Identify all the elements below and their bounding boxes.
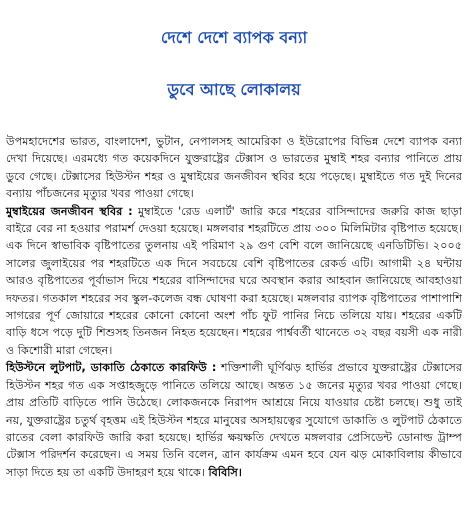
source-credit: বিবিসি।: [208, 465, 242, 479]
article-intro: [6, 133, 462, 203]
headline-line-1: দেশে দেশে ব্যাপক বন্যা: [160, 28, 308, 47]
section-text-houston: শক্তিশালী ঘূর্ণিঝড় হার্ভির প্রভাবে যুক্তরাষ্ট্রের টেক্সাসের হিউস্টন শহর গত এক সপ্তাহজুড়ে পানিতে তলিয়ে আছে। অন্তত ১৫ জনের মৃত্যুর খবর পাওয়া গেছে। প্রায় প্রতিটি বাড়িতে পানি উঠেছে। লোকজনকে নিরাপদ আশ্রয়ে নিয়ে যাওয়ার চেষ্টা চলছে। শুধু তাই নয়, যুক্তরাষ্ট্রের চতুর্থ বৃহত্তম এই হিউস্টন শহরে মানুষের অসহায়ত্বের সুযোগে ডাকাতি ও লুটপাট ঠেকাতে রাতের বেলা কারফিউ জারি করা হয়েছে। হার্ভির ক্ষয়ক্ষতি দেখতে মঙ্গলবার প্রেসিডেন্ট ডোনাল্ড ট্রাম্প টেক্সাস পরিদর্শন করেছেন। এ সময় তিনি বলেন, ত্রান কার্যক্রম এমন হবে যেন ঝড় মোকাবিলায় কীভাবে সাড়া দিতে হয় তা একটি উদাহরণ হয়ে থাকে।: [6, 361, 462, 479]
section-heading-houston: হিউস্টনে লুটপাট, ডাকাতি ঠেকাতে কারফিউ :: [6, 361, 217, 375]
section-heading-mumbai: মুম্বাইয়ের জনজীবন স্থবির :: [6, 204, 133, 218]
article-body: [6, 133, 462, 481]
intro-text: উপমহাদেশের ভারত, বাংলাদেশ, ভুটান, নেপালসহ আমেরিকা ও ইউরোপের বিভিন্ন দেশে ব্যাপক বন্যা দেখা দিয়েছে। এরমধ্যে গত কয়েকদিনে যুক্তরাষ্ট্রের টেক্সাস ও ভারতের মুম্বাই শহর বন্যার পানিতে প্রায় ডুবে গেছে। টেক্সাসের হিউস্টন শহর ও মুম্বাইয়ের জনজীবন স্থবির হয়ে পড়েছে। মুম্বাইতে গত দুই দিনের বন্যায় পাঁচজনের মৃত্যুর খবর পাওয়া গেছে।: [6, 135, 462, 201]
article-section-houston: [6, 359, 462, 481]
headline-line-2: ডুবে আছে লোকালয়: [167, 80, 301, 99]
article-section-mumbai: [6, 203, 462, 360]
section-text-mumbai: মুম্বাইতে 'রেড এলার্ট' জারি করে শহরের বাসিন্দাদের জরুরি কাজ ছাড়া বাইরে বের না হওয়ার পরামর্শ দেওয়া হয়েছে। মঙ্গলবার শহরটিতে প্রায় ৩০০ মিলিমিটার বৃষ্টিপাত হয়েছে। এক দিনে স্বাভাবিক বৃষ্টিপাতের তুলনায় এই পরিমাণ ২৯ গুণ বেশি বলে জানিয়েছে এনডিটিভি। ২০০৫ সালের জুলাইয়ের পর শহরটিতে এক দিনে সবচেয়ে বেশি বৃষ্টিপাতের রেকর্ড এটি। আগামী ২৪ ঘন্টায় আরও বৃষ্টিপাতের পূর্বাভাস দিয়ে শহরের বাসিন্দাদের ঘরে অবস্থান করার আহবান জানিয়েছে আবহাওয়া দফতর। গতকাল শহরের সব স্কুল-কলেজ বন্ধ ঘোষণা করা হয়েছে। মঙ্গলবার ব্যাপক বৃষ্টিপাতের পাশাপাশি সাগরের পূর্ণ জোয়ারে শহরের কোনো কোনো অংশ পাঁচ ফুট পানির নিচে তলিয়ে যায়। শহরের একটি বাড়ি ধসে পড়ে দুটি শিশুসহ তিনজন নিহত হয়েছেন। শহরের পার্শ্ববর্তী থানেতে ৩২ বছর বয়সী এক নারী ও কিশোরী মারা গেছেন।: [6, 204, 462, 357]
